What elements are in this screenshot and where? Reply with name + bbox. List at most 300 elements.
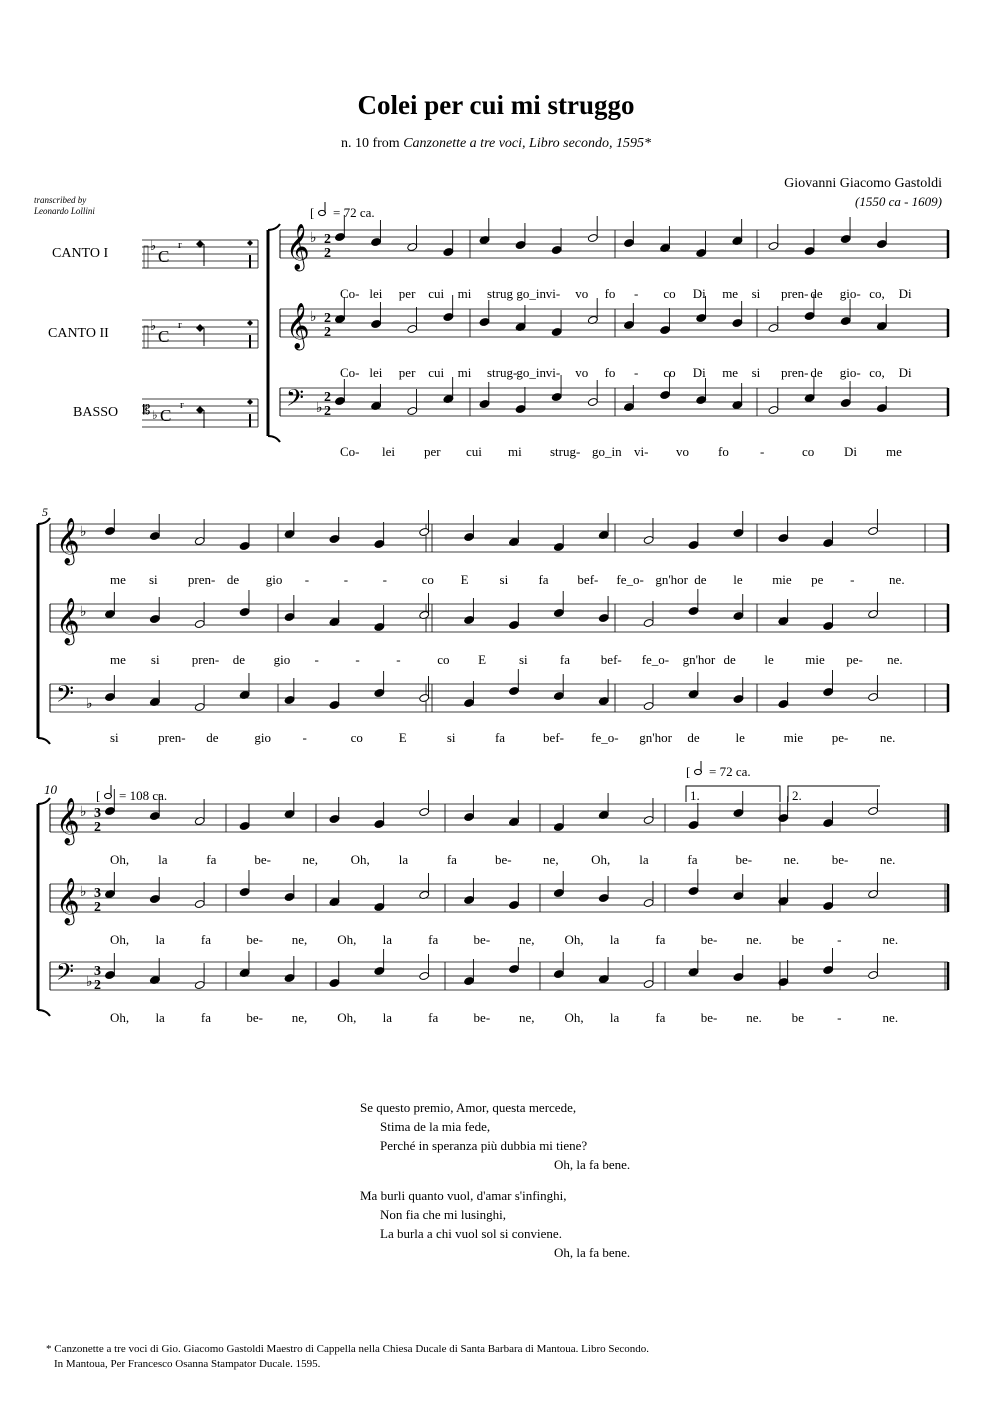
volta-second-label: 2. — [792, 788, 802, 803]
notehead — [823, 901, 834, 910]
lyric-syllable: fa — [559, 652, 571, 667]
lyric-syllable: le — [733, 572, 743, 587]
lyric-syllable: fa — [446, 852, 457, 867]
lyric-syllable: Co- — [340, 365, 360, 380]
notehead — [443, 247, 454, 256]
lyric-syllable: gn'hor — [682, 652, 716, 667]
notehead — [464, 532, 475, 541]
lyric-syllable: be- — [700, 932, 718, 947]
time-signature-top: 2 — [324, 232, 331, 247]
lyric-syllable: strug- — [487, 365, 518, 380]
poem-line: Perché in speranza più dubbia mi tiene? — [380, 1138, 588, 1153]
notehead — [329, 978, 340, 987]
lyric-syllable: pren- — [781, 286, 809, 301]
notehead — [696, 248, 707, 257]
lyric-syllable: be- — [246, 932, 263, 947]
lyric-syllable: de — [723, 652, 736, 667]
lyric-syllable: pren- — [187, 572, 216, 587]
lyric-syllable: ne, — [291, 932, 308, 947]
lyric-syllable: vi- — [634, 444, 649, 459]
lyric-syllable: fa — [206, 852, 217, 867]
lyric-syllable: ne. — [882, 932, 899, 947]
lyric-syllable: de — [810, 286, 823, 301]
composer-dates: (1550 ca - 1609) — [854, 194, 942, 209]
footnote-line-2: In Mantoua, Per Francesco Osanna Stampator Ducale. 1595. — [54, 1358, 321, 1370]
poem-line: La burla a chi vuol sol si conviene. — [380, 1226, 562, 1241]
notehead — [804, 246, 815, 255]
lyrics — [110, 286, 912, 1025]
bass-clef-icon: 𝄢 — [56, 682, 75, 713]
lyric-syllable: pren- — [781, 365, 809, 380]
lyric-syllable: Oh, — [110, 1010, 130, 1025]
notehead — [660, 325, 671, 334]
notehead — [407, 406, 418, 415]
notehead — [194, 619, 205, 628]
notehead — [804, 311, 815, 320]
time-signature-top: 3 — [94, 886, 101, 901]
treble-clef-icon: 𝄞 — [56, 798, 80, 843]
treble-clef-icon: 𝄞 — [56, 598, 80, 643]
notehead — [464, 812, 475, 821]
lyric-syllable: Co- — [340, 286, 360, 301]
notehead — [660, 390, 671, 399]
volta-second — [788, 786, 880, 803]
lyric-syllable: la — [609, 1010, 620, 1025]
notehead — [696, 395, 707, 404]
svg-text:C: C — [158, 327, 170, 346]
notehead — [840, 316, 851, 325]
notehead — [464, 976, 475, 985]
svg-text:C: C — [160, 406, 172, 425]
notehead — [823, 621, 834, 630]
lyric-syllable: mi — [508, 444, 522, 459]
volta-first — [686, 786, 780, 803]
notehead — [733, 694, 744, 703]
time-signature-bottom: 2 — [94, 820, 101, 835]
incipit-basso — [142, 399, 258, 428]
svg-text:C: C — [158, 247, 170, 266]
notehead — [876, 403, 887, 412]
notehead — [551, 327, 562, 336]
notehead — [868, 806, 879, 815]
notehead — [598, 613, 609, 622]
tempo-label-2: = 108 ca. — [119, 788, 168, 803]
subtitle-source: Canzonette a tre voci, Libro secondo, 1595* — [403, 136, 652, 151]
notehead — [443, 312, 454, 321]
notehead — [105, 970, 116, 979]
notehead — [419, 693, 430, 702]
lyric-syllable: fa — [494, 730, 506, 745]
lyric-syllable: ne. — [879, 852, 896, 867]
lyric-syllable: Di — [692, 286, 706, 301]
poem-line: Ma burli quanto vuol, d'amar s'infinghi, — [360, 1188, 567, 1203]
lyric-syllable: ne, — [543, 852, 559, 867]
time-signature-bottom: 2 — [94, 900, 101, 915]
lyric-syllable: E — [478, 652, 487, 667]
notehead — [768, 241, 779, 250]
voice-label-canto2: CANTO II — [48, 326, 109, 341]
incipit-canto1 — [142, 238, 258, 268]
incipit-canto2 — [142, 318, 258, 348]
lyric-syllable: me — [886, 444, 902, 459]
notehead — [643, 815, 654, 824]
page-title: Colei per cui mi struggo — [357, 90, 635, 120]
lyric-syllable: be — [791, 932, 804, 947]
notehead — [840, 398, 851, 407]
notehead — [688, 886, 699, 895]
lyric-syllable: - — [355, 652, 360, 667]
lyric-syllable: co — [421, 572, 434, 587]
notehead — [374, 622, 385, 631]
notehead — [374, 966, 385, 975]
lyric-syllable: si — [751, 286, 761, 301]
lyric-syllable: cui — [466, 444, 482, 459]
notehead — [284, 892, 295, 901]
time-signature-top: 3 — [94, 806, 101, 821]
poem-line: Stima de la mia fede, — [380, 1119, 491, 1134]
notehead — [587, 397, 598, 406]
lyric-syllable: ne. — [783, 852, 800, 867]
lyric-syllable: ne. — [879, 730, 896, 745]
lyric-syllable: Oh, — [337, 932, 357, 947]
lyric-syllable: si — [751, 365, 761, 380]
lyric-syllable: mi — [457, 365, 472, 380]
lyric-syllable: co — [802, 444, 815, 459]
lyric-syllable: Di — [692, 365, 706, 380]
system1-bracket — [268, 224, 280, 442]
flat-icon: ♭ — [86, 697, 93, 712]
lyric-syllable: ne. — [746, 1010, 762, 1025]
time-signature-top: 3 — [94, 964, 101, 979]
lyric-syllable: - — [314, 652, 319, 667]
lyric-syllable: per — [398, 365, 416, 380]
lyric-syllable: ne, — [519, 1010, 535, 1025]
lyric-syllable: si — [150, 652, 160, 667]
notehead — [194, 702, 205, 711]
lyric-syllable: Oh, — [110, 932, 130, 947]
lyric-syllable: si — [446, 730, 456, 745]
flat-icon: ♭ — [316, 401, 323, 416]
notehead — [823, 818, 834, 827]
notehead — [509, 620, 520, 629]
time-signature-bottom: 2 — [324, 404, 331, 419]
notehead — [624, 402, 635, 411]
notehead — [624, 238, 635, 247]
lyric-syllable: cui — [428, 286, 445, 301]
notehead — [643, 701, 654, 710]
lyric-syllable: co — [437, 652, 450, 667]
tempo-label-3: = 72 ca. — [709, 764, 751, 779]
notehead — [778, 977, 789, 986]
lyric-syllable: be- — [473, 932, 491, 947]
lyric-syllable: ne. — [889, 572, 905, 587]
notehead — [868, 692, 879, 701]
lyric-syllable: Oh, — [110, 852, 130, 867]
lyric-syllable: gn'hor — [655, 572, 689, 587]
notehead — [479, 399, 490, 408]
treble-clef-icon: 𝄞 — [286, 224, 310, 269]
notehead — [688, 540, 699, 549]
lyric-syllable: la — [639, 852, 649, 867]
lyric-syllable: mie — [772, 572, 792, 587]
lyric-syllable: - — [382, 572, 388, 587]
lyric-syllable: per — [398, 286, 416, 301]
lyric-syllable: go_in — [592, 444, 622, 459]
notehead — [149, 894, 160, 903]
lyric-syllable: bef- — [600, 652, 622, 667]
subtitle-prefix: n. 10 from — [340, 136, 404, 151]
bass-clef-icon: 𝄢 — [286, 386, 305, 417]
notehead — [329, 700, 340, 709]
notehead — [733, 808, 744, 817]
footnote-line-1: * Canzonette a tre voci di Gio. Giacomo Gastoldi Maestro di Cappella nella Chiesa Ducale di Santa Barbara di Mantoua. Libro Secondo. — [46, 1343, 649, 1355]
lyric-syllable: la — [398, 852, 409, 867]
flat-icon: ♭ — [86, 975, 93, 990]
notehead — [733, 528, 744, 537]
lyric-syllable: ne. — [887, 652, 903, 667]
lyric-syllable: si — [110, 730, 119, 745]
flat-icon: ♭ — [80, 525, 87, 540]
lyric-syllable: co, — [869, 286, 885, 301]
poem-line: Non fia che mi lusinghi, — [380, 1207, 507, 1222]
notehead — [768, 405, 779, 414]
time-signature-top: 2 — [324, 390, 331, 405]
lyric-syllable: be- — [831, 852, 849, 867]
lyric-syllable: ne, — [302, 852, 319, 867]
measure-number-5: 5 — [42, 505, 48, 519]
notehead — [733, 611, 744, 620]
lyric-syllable: le — [735, 730, 745, 745]
svg-text:[: [ — [310, 205, 315, 220]
lyric-syllable: go_in — [516, 286, 547, 301]
notehead — [876, 239, 887, 248]
notehead — [374, 819, 385, 828]
lyric-syllable: co — [663, 365, 676, 380]
lyric-syllable: Co- — [340, 444, 360, 459]
poem-stanza-1 — [360, 1098, 630, 1174]
notehead — [733, 891, 744, 900]
lyric-syllable: fa — [655, 932, 666, 947]
notehead — [284, 973, 295, 982]
lyric-syllable: gio- — [839, 286, 861, 301]
notehead — [778, 699, 789, 708]
notehead — [509, 900, 520, 909]
lyric-syllable: mie — [783, 730, 804, 745]
poem-line: Oh, la fa bene. — [554, 1157, 631, 1172]
measure-number-10: 10 — [44, 782, 57, 797]
lyric-syllable: la — [155, 1010, 165, 1025]
notehead — [371, 237, 382, 246]
notehead — [643, 898, 654, 907]
notehead — [329, 534, 340, 543]
notehead — [587, 233, 598, 242]
notehead — [194, 980, 205, 989]
lyric-syllable: be- — [246, 1010, 263, 1025]
notehead — [239, 887, 250, 896]
notehead — [284, 612, 295, 621]
lyric-syllable: gio — [265, 572, 283, 587]
lyric-syllable: pren- — [158, 730, 186, 745]
notehead — [732, 318, 743, 327]
lyric-syllable: lei — [369, 365, 383, 380]
notehead — [688, 820, 699, 829]
lyric-syllable: la — [155, 932, 165, 947]
lyric-syllable: fe_o- — [591, 730, 619, 745]
notehead — [374, 539, 385, 548]
time-signature-bottom: 2 — [94, 978, 101, 993]
lyric-syllable: fa — [687, 852, 698, 867]
notehead — [553, 888, 564, 897]
tempo-mark-2 — [96, 785, 167, 803]
lyric-syllable: de — [694, 572, 707, 587]
lyric-syllable: fa — [200, 932, 211, 947]
svg-text:♭: ♭ — [152, 408, 158, 422]
notehead — [194, 899, 205, 908]
flat-icon: ♭ — [310, 310, 317, 325]
notehead — [374, 902, 385, 911]
poem-stanza-2 — [360, 1186, 630, 1262]
notehead — [509, 964, 520, 973]
notehead — [105, 806, 116, 815]
voice-label-basso: BASSO — [73, 405, 119, 420]
tempo-mark-3 — [686, 761, 751, 779]
lyric-syllable: - — [302, 730, 307, 745]
lyric-syllable: - — [837, 932, 842, 947]
lyric-syllable: pren- — [191, 652, 220, 667]
lyric-syllable: fa — [428, 1010, 439, 1025]
transcriber-line-1: transcribed by — [34, 195, 87, 205]
notehead — [515, 404, 526, 413]
lyric-syllable: lei — [369, 286, 383, 301]
lyric-syllable: ne, — [519, 932, 535, 947]
lyric-syllable: Oh, — [337, 1010, 357, 1025]
lyric-syllable: Oh, — [564, 1010, 584, 1025]
lyric-syllable: Di — [898, 365, 912, 380]
lyric-syllable: de — [810, 365, 823, 380]
notehead — [598, 893, 609, 902]
lyric-syllable: de — [687, 730, 700, 745]
lyric-syllable: Di — [898, 286, 912, 301]
flat-icon: ♭ — [80, 885, 87, 900]
bass-clef-icon: 𝄢 — [56, 960, 75, 991]
notehead — [688, 606, 699, 615]
flat-icon: ♭ — [310, 231, 317, 246]
lyric-syllable: pe- — [831, 730, 849, 745]
lyric-syllable: cui — [428, 365, 445, 380]
notehead — [464, 615, 475, 624]
lyric-syllable: la — [609, 932, 620, 947]
lyric-syllable: le — [764, 652, 774, 667]
lyric-syllable: de — [206, 730, 219, 745]
notehead — [509, 686, 520, 695]
svg-text:r: r — [180, 399, 184, 411]
notehead — [374, 688, 385, 697]
lyric-syllable: - — [850, 572, 855, 587]
notehead — [335, 232, 346, 241]
notehead — [149, 811, 160, 820]
notehead — [553, 969, 564, 978]
notehead — [696, 313, 707, 322]
notehead — [733, 972, 744, 981]
notehead — [823, 965, 834, 974]
lyric-syllable: Oh, — [350, 852, 370, 867]
lyric-syllable: vi- — [545, 365, 561, 380]
notehead — [419, 807, 430, 816]
svg-text:[: [ — [96, 788, 101, 803]
lyric-syllable: be- — [700, 1010, 718, 1025]
lyric-syllable: me — [722, 286, 739, 301]
treble-clef-icon: 𝄞 — [56, 878, 80, 923]
lyric-syllable: si — [519, 652, 528, 667]
lyric-syllable: per — [424, 444, 441, 459]
lyric-syllable: fa — [655, 1010, 666, 1025]
notehead — [553, 822, 564, 831]
treble-clef-icon: 𝄞 — [56, 518, 80, 563]
notehead — [643, 535, 654, 544]
lyric-syllable: E — [398, 730, 407, 745]
lyric-syllable: Di — [844, 444, 857, 459]
lyric-syllable: si — [499, 572, 509, 587]
notehead — [643, 618, 654, 627]
lyric-syllable: go_in — [516, 365, 547, 380]
svg-text:♭: ♭ — [150, 238, 157, 253]
lyric-syllable: fo — [604, 286, 616, 301]
composer-name: Giovanni Giacomo Gastoldi — [784, 176, 942, 191]
staff-lines — [50, 230, 948, 990]
lyric-syllable: - — [760, 444, 765, 459]
svg-text:[: [ — [686, 764, 691, 779]
lyric-syllable: co — [350, 730, 363, 745]
lyric-syllable: co, — [869, 365, 885, 380]
lyric-syllable: vo — [575, 365, 589, 380]
notehead — [515, 240, 526, 249]
notehead — [624, 320, 635, 329]
lyric-syllable: ne, — [291, 1010, 308, 1025]
lyric-syllable: ne. — [746, 932, 762, 947]
lyric-syllable: Oh, — [591, 852, 611, 867]
lyric-syllable: fo — [718, 444, 729, 459]
system3-bracket — [38, 798, 50, 1016]
lyric-syllable: la — [158, 852, 168, 867]
lyric-syllable: me — [110, 652, 126, 667]
system2-bracket — [38, 518, 50, 744]
lyric-syllable: - — [343, 572, 349, 587]
lyric-syllable: ne. — [882, 1010, 899, 1025]
notehead — [778, 533, 789, 542]
lyric-syllable: - — [634, 365, 639, 380]
lyric-syllable: me — [110, 572, 126, 587]
lyric-syllable: pe — [811, 572, 824, 587]
footnote — [46, 1342, 649, 1372]
tempo-label-1: = 72 ca. — [333, 205, 375, 220]
lyric-syllable: fe_o- — [616, 572, 644, 587]
svg-text:r: r — [178, 319, 182, 331]
notehead — [551, 245, 562, 254]
poem-line: Oh, la fa bene. — [554, 1245, 631, 1260]
lyric-syllable: bef- — [577, 572, 599, 587]
notehead — [823, 538, 834, 547]
notehead — [868, 526, 879, 535]
lyric-syllable: fa — [200, 1010, 211, 1025]
lyric-syllable: me — [722, 365, 739, 380]
notehead — [335, 396, 346, 405]
notehead — [553, 542, 564, 551]
lyric-syllable: mi — [457, 286, 472, 301]
lyric-syllable: fo — [604, 365, 616, 380]
treble-clef-icon: 𝄞 — [286, 303, 310, 348]
notehead — [551, 392, 562, 401]
tempo-mark-1 — [310, 202, 375, 220]
